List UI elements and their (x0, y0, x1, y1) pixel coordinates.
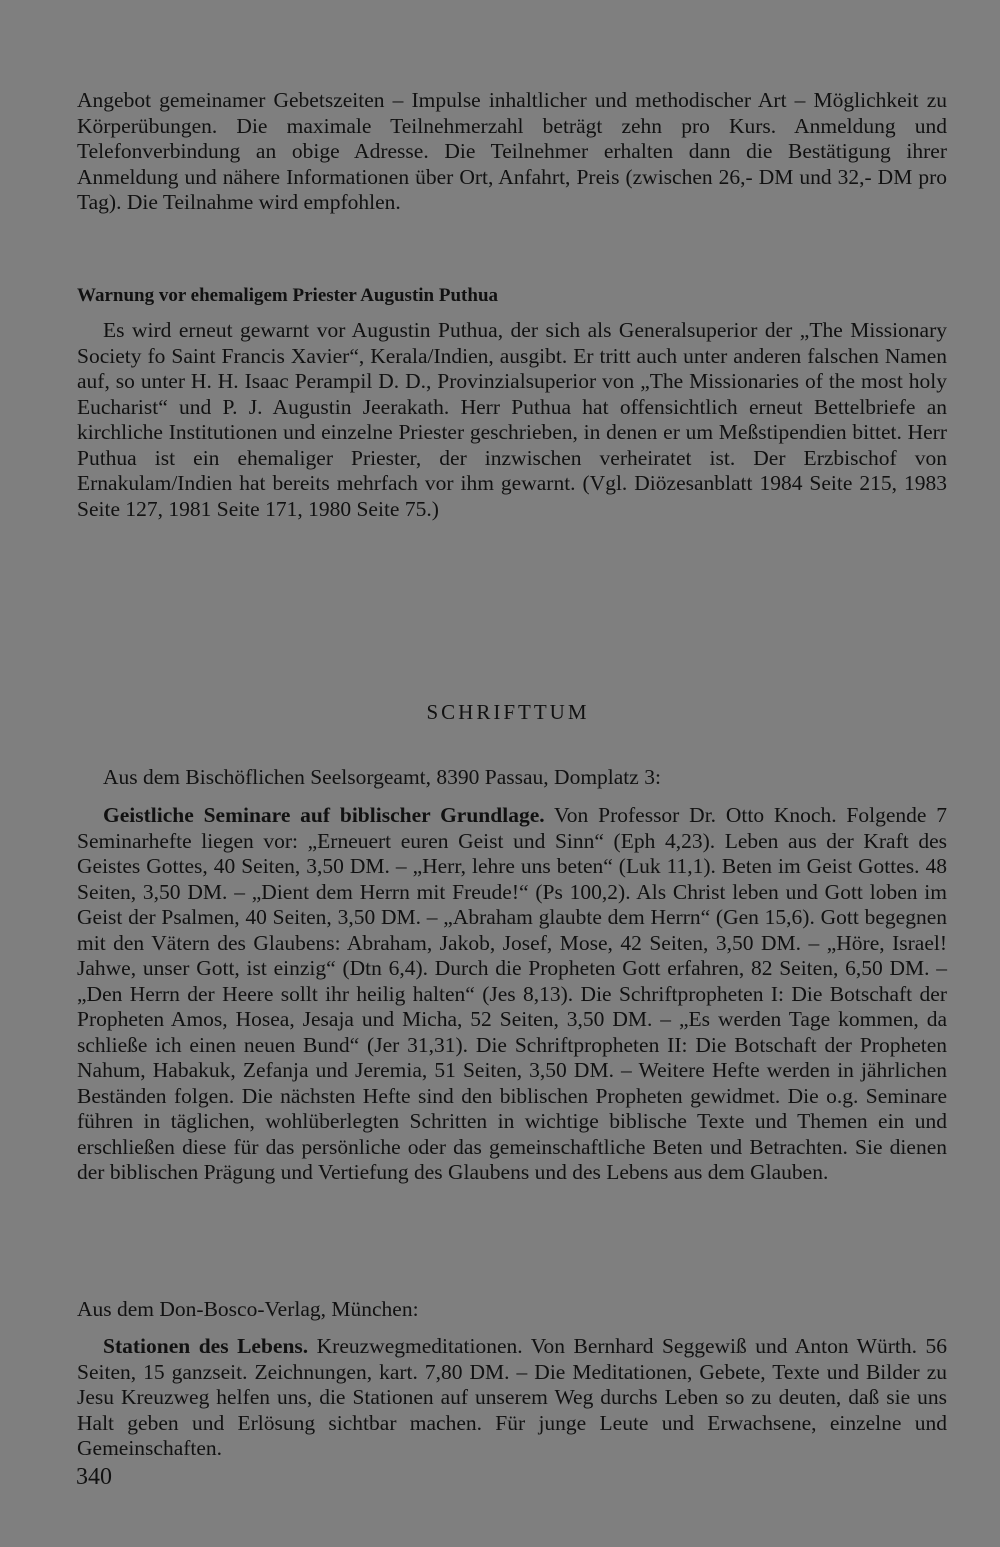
page-number: 340 (76, 1464, 112, 1490)
entry-lead-2: Stationen des Lebens. (103, 1334, 309, 1358)
entry-source-1: Aus dem Bischöflichen Seelsorgeamt, 8390 Passau, Domplatz 3: (103, 765, 661, 789)
entry-body-2: Kreuzwegmeditationen. Von Bernhard Seggewiß und Anton Würth. 56 Seiten, 15 ganzseit. Zeichnungen, kart. 7,80 DM. – Die Meditationen, Gebete, Texte und Bilder zu Jesu Kreuzweg helfen uns, die Stationen auf unserem Weg durchs Leben so zu deuten, daß sie uns Halt geben und Erlösung sichtbar machen. Für junge Leute und Erwachsene, einzelne und Gemeinschaften. (77, 1334, 947, 1460)
entry-paragraph-1 (77, 803, 947, 1186)
entry-body-1: Von Professor Dr. Otto Knoch. Folgende 7 Seminarhefte liegen vor: „Erneuert euren Geist und Sinn“ (Eph 4,23). Leben aus der Kraft des Geistes Gottes, 40 Seiten, 3,50 DM. – „Herr, lehre uns beten“ (Luk 11,1). Beten im Geist Gottes. 48 Seiten, 3,50 DM. – „Dient dem Herrn mit Freude!“ (Ps 100,2). Als Christ leben und Gott loben im Geist der Psalmen, 40 Seiten, 3,50 DM. – „Abraham glaubte dem Herrn“ (Gen 15,6). Gott begegnen mit den Vätern des Glaubens: Abraham, Jakob, Josef, Mose, 42 Seiten, 3,50 DM. – „Höre, Israel! Jahwe, unser Gott, ist einzig“ (Dtn 6,4). Durch die Propheten Gott erfahren, 82 Seiten, 6,50 DM. – „Den Herrn der Heere sollt ihr heilig halten“ (Jes 8,13). Die Schriftpropheten I: Die Botschaft der Propheten Amos, Hosea, Jesaja und Micha, 52 Seiten, 3,50 DM. – „Es werden Tage kommen, da schließe ich einen neuen Bund“ (Jer 31,31). Die Schriftpropheten II: Die Botschaft der Propheten Nahum, Habakuk, Zefanja und Jeremia, 51 Seiten, 3,50 DM. – Weitere Hefte werden in jährlichen Beständen folgen. Die nächsten Hefte sind den biblischen Propheten gewidmet. Die o.g. Seminare führen in täglichen, wohlüberlegten Schritten in wichtige biblische Texte und Themen ein und erschließen diese für das persönliche oder das gemeinschaftliche Beten und Betrachten. Sie dienen der biblischen Prägung und Vertiefung des Glaubens und des Lebens aus dem Glauben. (77, 803, 948, 1184)
entry-lead-1: Geistliche Seminare auf biblischer Grundlage. (103, 803, 545, 827)
entry-paragraph-2 (77, 1334, 947, 1462)
intro-paragraph: Angebot gemeinamer Gebetszeiten – Impulse inhaltlicher und methodischer Art – Möglichkeit zu Körperübungen. Die maximale Teilnehmerzahl beträgt zehn pro Kurs. Anmeldung und Telefonverbindung an obige Adresse. Die Teilnehmer erhalten dann die Bestätigung ihrer Anmeldung und nähere Informationen über Ort, Anfahrt, Preis (zwischen 26,- DM und 32,- DM pro Tag). Die Teilnahme wird empfohlen. (77, 88, 947, 214)
entry-source-2: Aus dem Don-Bosco-Verlag, München: (77, 1297, 419, 1321)
warning-paragraph: Es wird erneut gewarnt vor Augustin Puthua, der sich als Generalsuperior der „The Missionary Society fo Saint Francis Xavier“, Kerala/Indien, ausgibt. Er tritt auch unter anderen falschen Namen auf, so unter H. H. Isaac Perampil D. D., Provinzialsuperior von „The Missionaries of the most holy Eucharist“ und P. J. Augustin Jeerakath. Herr Puthua hat offensichtlich erneut Bettelbriefe an kirchliche Institutionen und einzelne Priester geschrieben, in denen er um Meßstipendien bittet. Herr Puthua ist ein ehemaliger Priester, der inzwischen verheiratet ist. Der Erzbischof von Ernakulam/Indien hat bereits mehrfach vor ihm gewarnt. (Vgl. Diözesanblatt 1984 Seite 215, 1983 Seite 127, 1981 Seite 171, 1980 Seite 75.) (77, 318, 947, 521)
warning-heading: Warnung vor ehemaligem Priester Augustin Puthua (77, 285, 499, 306)
section-title: SCHRIFTTUM (426, 700, 590, 724)
